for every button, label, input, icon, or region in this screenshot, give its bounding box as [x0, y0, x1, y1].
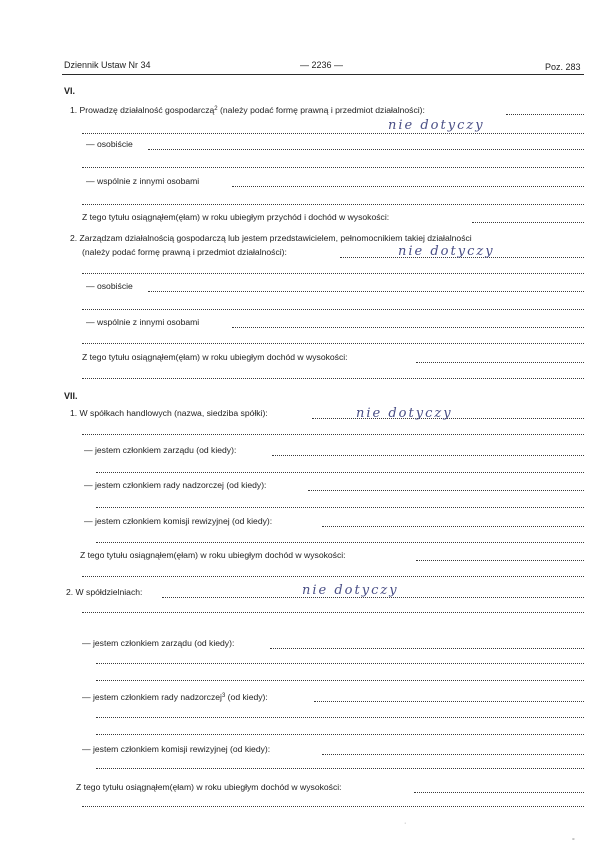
vi-item1-text-a: 1. Prowadzę działalność gospodarczą	[70, 105, 215, 115]
vii-item1-supervisory: — jestem członkiem rady nadzorczej (od kiedy):	[84, 480, 267, 490]
header-rule	[62, 74, 584, 75]
answer-line[interactable]	[506, 114, 584, 115]
handwritten-answer: nie dotyczy	[356, 406, 453, 421]
vii-item2-supervisory-text-b: (od kiedy):	[225, 692, 268, 702]
answer-line[interactable]	[272, 455, 584, 456]
vi-item1-text-b: (należy podać formę prawną i przedmiot działalności):	[217, 105, 425, 115]
vii-item2-audit: — jestem członkiem komisji rewizyjnej (od kiedy):	[82, 744, 271, 754]
footnote-ref: 2	[214, 106, 218, 112]
handwritten-answer: nie dotyczy	[302, 583, 399, 598]
answer-line[interactable]	[148, 149, 584, 150]
vii-item2-supervisory	[82, 691, 268, 702]
footnote-ref: 3	[221, 693, 226, 699]
section-vi-heading: VI.	[64, 86, 76, 96]
position-number: Poz. 283	[545, 62, 581, 72]
answer-line[interactable]	[322, 526, 584, 527]
answer-line[interactable]	[82, 343, 584, 344]
answer-line[interactable]	[308, 490, 584, 491]
answer-line[interactable]	[416, 362, 584, 363]
answer-line[interactable]	[82, 378, 584, 379]
vi-item1-income: Z tego tytułu osiągnąłem(ęłam) w roku ubiegłym przychód i dochód w wysokości:	[82, 212, 390, 222]
answer-line[interactable]	[82, 576, 584, 577]
vi-item2-personally: — osobiście	[86, 281, 133, 291]
scan-dot: °	[572, 838, 575, 845]
handwritten-answer: nie dotyczy	[388, 118, 485, 133]
answer-line[interactable]	[96, 663, 584, 664]
answer-line[interactable]	[414, 792, 584, 793]
vi-item2-question: 2. Zarządzam działalnością gospodarczą lub jestem przedstawicielem, pełnomocnikiem takiej działalności	[70, 233, 472, 243]
answer-line[interactable]	[82, 133, 584, 134]
vii-item2-income: Z tego tytułu osiągnąłem(ęłam) w roku ubiegłym dochód w wysokości:	[76, 782, 342, 792]
vi-item2-jointly: — wspólnie z innymi osobami	[86, 317, 200, 327]
answer-line[interactable]	[232, 186, 584, 187]
vii-item2-board: — jestem członkiem zarządu (od kiedy):	[82, 638, 235, 648]
answer-line[interactable]	[416, 560, 584, 561]
vi-item2-income: Z tego tytułu osiągnąłem(ęłam) w roku ubiegłym dochód w wysokości:	[82, 352, 348, 362]
answer-line[interactable]	[82, 167, 584, 168]
answer-line[interactable]	[232, 327, 584, 328]
page-number: — 2236 —	[300, 60, 344, 70]
answer-line[interactable]	[96, 542, 584, 543]
vii-item1-board: — jestem członkiem zarządu (od kiedy):	[84, 445, 237, 455]
vii-item2-question: 2. W spółdzielniach:	[66, 587, 143, 597]
vi-item2-question-cont: (należy podać formę prawną i przedmiot działalności):	[82, 247, 287, 257]
answer-line[interactable]	[270, 648, 584, 649]
answer-line[interactable]	[96, 717, 584, 718]
section-vii-heading: VII.	[64, 391, 78, 401]
journal-title: Dziennik Ustaw Nr 34	[64, 60, 151, 70]
handwritten-answer: nie dotyczy	[398, 244, 495, 259]
answer-line[interactable]	[148, 291, 584, 292]
answer-line[interactable]	[314, 701, 584, 702]
scan-dot: ·	[404, 820, 407, 827]
vii-item1-question: 1. W spółkach handlowych (nazwa, siedziba spółki):	[70, 408, 268, 418]
answer-line[interactable]	[82, 806, 584, 807]
vi-item1-personally: — osobiście	[86, 139, 133, 149]
answer-line[interactable]	[96, 768, 584, 769]
answer-line[interactable]	[96, 734, 584, 735]
answer-line[interactable]	[472, 222, 584, 223]
answer-line[interactable]	[322, 754, 584, 755]
answer-line[interactable]	[96, 472, 584, 473]
answer-line[interactable]	[96, 507, 584, 508]
answer-line[interactable]	[82, 204, 584, 205]
answer-line[interactable]	[82, 434, 584, 435]
answer-line[interactable]	[82, 273, 584, 274]
vii-item1-income: Z tego tytułu osiągnąłem(ęłam) w roku ubiegłym dochód w wysokości:	[80, 550, 346, 560]
vii-item2-supervisory-text: — jestem członkiem rady nadzorczej	[82, 692, 222, 702]
vii-item1-audit: — jestem członkiem komisji rewizyjnej (od kiedy):	[84, 516, 273, 526]
answer-line[interactable]	[82, 612, 584, 613]
vi-item1-jointly: — wspólnie z innymi osobami	[86, 176, 200, 186]
answer-line[interactable]	[96, 680, 584, 681]
vi-item1-question	[70, 104, 425, 115]
answer-line[interactable]	[82, 309, 584, 310]
